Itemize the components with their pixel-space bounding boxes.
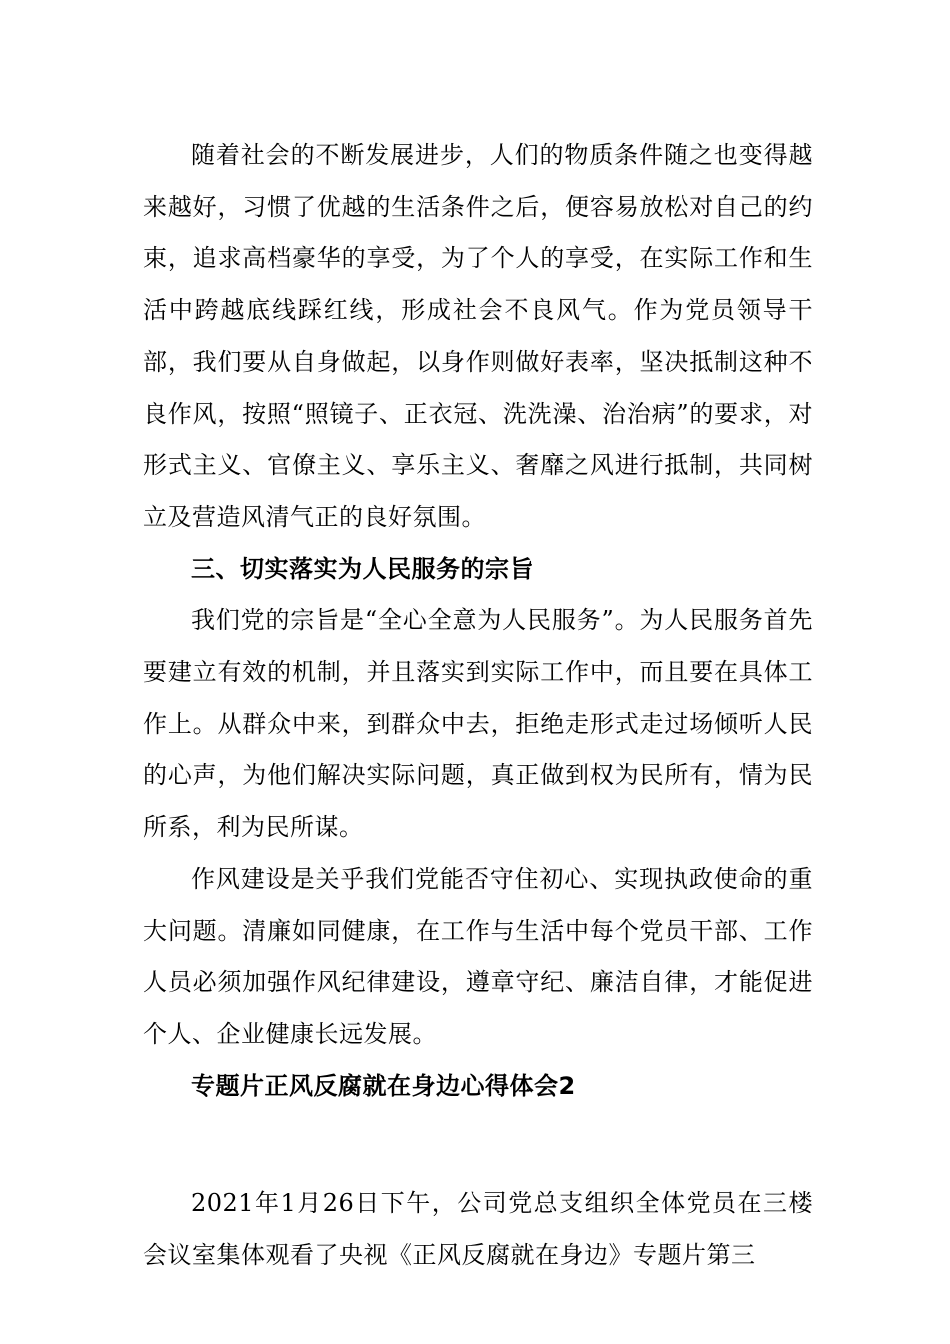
paragraph-party-purpose: 我们党的宗旨是“全心全意为人民服务”。为人民服务首先要建立有效的机制，并且落实到实际工作中，而且要在具体工作上。从群众中来，到群众中去，拒绝走形式走过场倾听人民的心声，为他们解决实际问题，真正做到权为民所有，情为民所系，利为民所谋。	[143, 606, 813, 842]
paragraph-meeting-viewing: 2021年1月26日下午，公司党总支组织全体党员在三楼会议室集体观看了央视《正风反腐就在身边》专题片第三	[143, 1189, 813, 1270]
section-heading-serve-people: 三、切实落实为人民服务的宗旨	[191, 554, 534, 583]
paragraph-work-style: 作风建设是关乎我们党能否守住初心、实现执政使命的重大问题。清廉如同健康，在工作与生活中每个党员干部、工作人员必须加强作风纪律建设，遵章守纪、廉洁自律，才能促进个人、企业健康长远发展。	[143, 864, 813, 1048]
title-spacer	[143, 1112, 813, 1178]
paragraph-social-development: 随着社会的不断发展进步，人们的物质条件随之也变得越来越好，习惯了优越的生活条件之后，便容易放松对自己的约束，追求高档豪华的享受，为了个人的享受，在实际工作和生活中跨越底线踩红线，形成社会不良风气。作为党员领导干部，我们要从自身做起，以身作则做好表率，坚决抵制这种不良作风，按照“照镜子、正衣冠、洗洗澡、治治病”的要求，对形式主义、官僚主义、享乐主义、奢靡之风进行抵制，共同树立及营造风清气正的良好氛围。	[143, 141, 813, 531]
article-title: 专题片正风反腐就在身边心得体会2	[191, 1071, 576, 1100]
document-body	[143, 130, 813, 1282]
